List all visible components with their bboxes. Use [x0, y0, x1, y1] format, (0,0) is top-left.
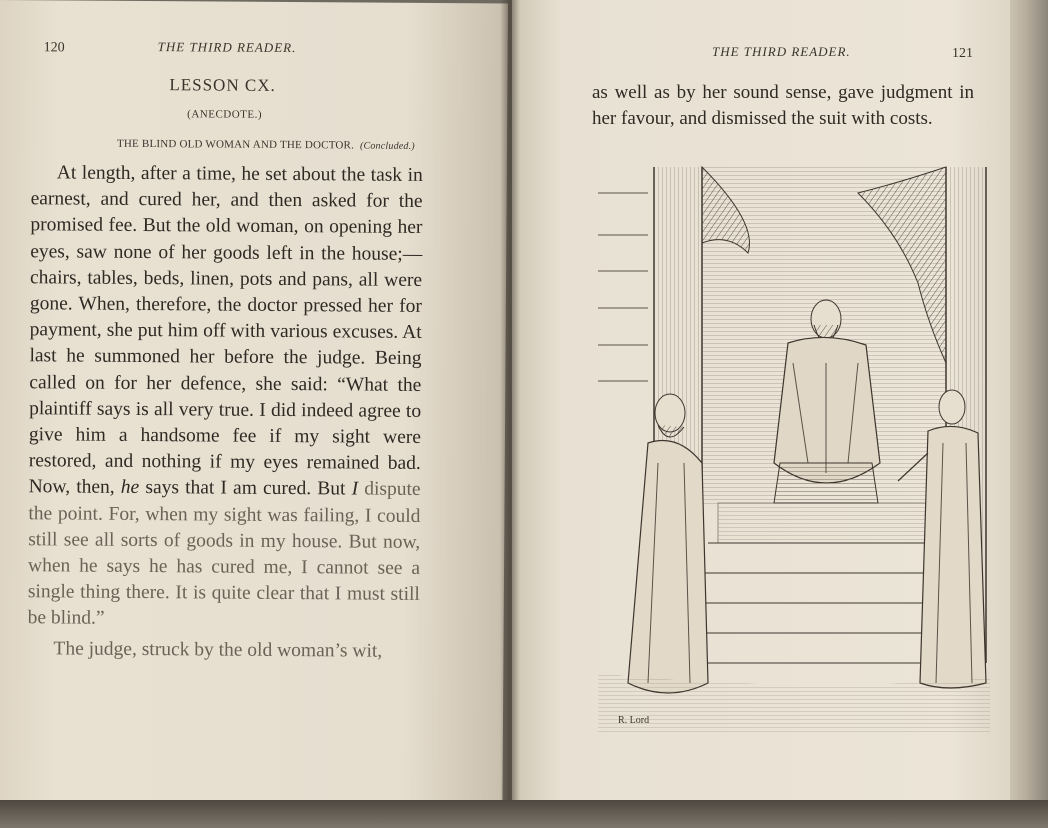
story-title-text: THE BLIND OLD WOMAN AND THE DOCTOR. [116, 137, 355, 152]
page-number-left: 120 [43, 40, 65, 56]
engraving-illustration [598, 163, 990, 745]
book-gutter [500, 0, 520, 828]
paragraph-1-part-b: says that I am cured. But [145, 477, 346, 500]
running-head-right: THE THIRD READER. [712, 44, 851, 59]
page-number-right: 121 [952, 46, 973, 61]
emphasis-he: he [120, 477, 140, 499]
ground [598, 673, 990, 733]
left-body-text [27, 160, 422, 665]
paragraph-2: The judge, struck by the old woman’s wit, [53, 638, 383, 662]
paragraph-1-part-a: At length, after a time, he set about the task in earnest, and cured her, and then asked for the promised fee. But the old woman, on opening her eyes, saw none of her goods left in the house;—chairs, tables, beds, linen, pots and pans, all were gone. When, therefore, the doctor pressed her for payment, she put him off with various excuses. At last he summoned her before the judge. Being called on for her defence, she said: “What the plaintiff says is all very true. I did indeed agree to give him a handsome fee if my sight were restored, and nothing if my eyes remained bad. Now, then, [28, 162, 423, 499]
emphasis-i: I [351, 478, 359, 500]
wall-lines [598, 193, 648, 381]
right-body-text: as well as by her sound sense, gave judgment in her favour, and dismissed the suit with costs. [592, 82, 974, 129]
paragraph-1-part-c: dispute the point. For, when my sight was failing, I could still see all sorts of goods in my house. But now, when he says he has cured me, I cannot see a single thing there. It is quite clear that I must still be blind.” [27, 478, 421, 630]
running-head-left: THE THIRD READER. [157, 39, 297, 56]
left-page [0, 0, 508, 804]
paragraph-1 [28, 160, 423, 634]
story-title [117, 138, 415, 152]
right-page [512, 0, 1012, 808]
lesson-title: LESSON CX. [169, 75, 276, 95]
lesson-type: (ANECDOTE.) [187, 108, 263, 121]
illustration-signature: R. Lord [618, 715, 650, 726]
page-edges [1010, 0, 1048, 800]
story-note: (Concluded.) [359, 140, 415, 152]
table-surface [0, 800, 1048, 828]
steps [688, 503, 943, 663]
